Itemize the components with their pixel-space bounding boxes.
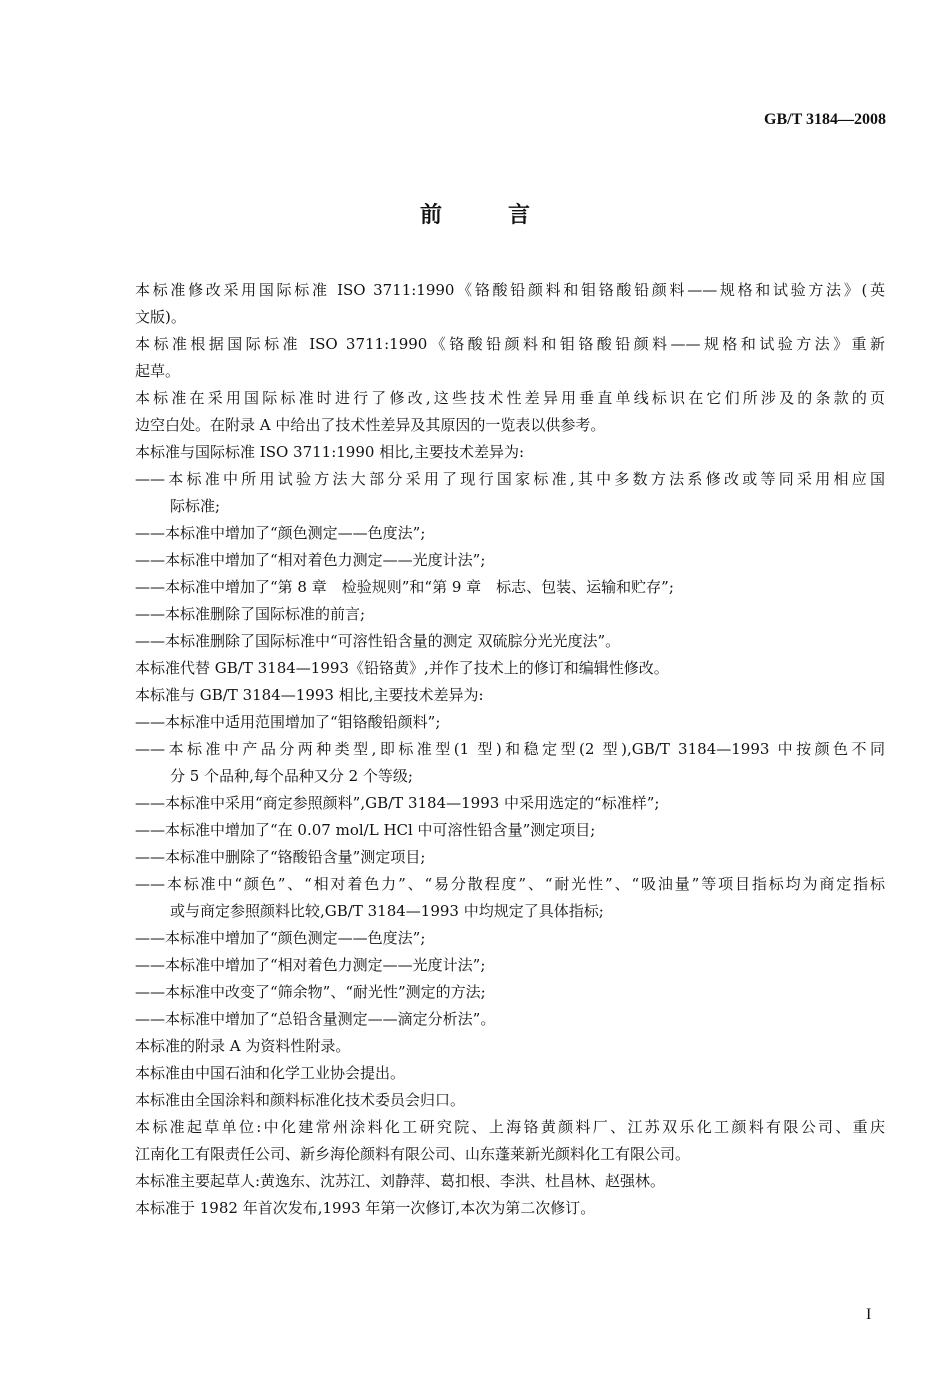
text-line: 本标准与国际标准 ISO 3711:1990 相比,主要技术差异为: — [135, 443, 525, 461]
text-line: ——本标准删除了国际标准的前言; — [135, 605, 366, 623]
page-title: 前 言 — [419, 202, 552, 228]
text-line: 文版)。 — [135, 308, 186, 326]
standard-number-header: GB/T 3184—2008 — [764, 111, 886, 128]
text-line: 本标准由中国石油和化学工业协会提出。 — [135, 1064, 406, 1082]
text-line: ——本标准中采用“商定参照颜料”,GB/T 3184—1993 中采用选定的“标准样”; — [135, 794, 660, 812]
text-line: 本标准在采用国际标准时进行了修改,这些技术性差异用垂直单线标识在它们所涉及的条款的页 — [135, 389, 885, 407]
text-line: 本标准代替 GB/T 3184—1993《铅铬黄》,并作了技术上的修订和编辑性修改。 — [135, 659, 669, 677]
text-line: 本标准修改采用国际标准 ISO 3711:1990《铬酸铅颜料和钼铬酸铅颜料——规格和试验方法》(英 — [135, 281, 885, 299]
text-line: ——本标准中增加了“总铅含量测定——滴定分析法”。 — [135, 1010, 496, 1028]
text-line: 分 5 个品种,每个品种又分 2 个等级; — [170, 767, 413, 785]
foreword-body — [135, 277, 885, 1222]
text-line: ——本标准中增加了“颜色测定——色度法”; — [135, 524, 426, 542]
text-line: 或与商定参照颜料比较,GB/T 3184—1993 中均规定了具体指标; — [170, 902, 604, 920]
text-line: 江南化工有限责任公司、新乡海伦颜料有限公司、山东蓬莱新光颜料化工有限公司。 — [135, 1145, 691, 1163]
text-line: ——本标准中增加了“相对着色力测定——光度计法”; — [135, 551, 486, 569]
text-line: 本标准与 GB/T 3184—1993 相比,主要技术差异为: — [135, 686, 484, 704]
text-line: ——本标准删除了国际标准中“可溶性铅含量的测定 双硫腙分光光度法”。 — [135, 632, 621, 650]
page-number: I — [866, 1306, 872, 1323]
text-line: ——本标准中增加了“颜色测定——色度法”; — [135, 929, 426, 947]
text-line: 本标准的附录 A 为资料性附录。 — [135, 1037, 351, 1055]
text-line: ——本标准中增加了“在 0.07 mol/L HCl 中可溶性铅含量”测定项目; — [135, 821, 596, 839]
text-line: ——本标准中适用范围增加了“钼铬酸铅颜料”; — [135, 713, 441, 731]
text-line: ——本标准中删除了“铬酸铅含量”测定项目; — [135, 848, 426, 866]
text-line: 本标准于 1982 年首次发布,1993 年第一次修订,本次为第二次修订。 — [135, 1199, 596, 1217]
text-line: 际标准; — [170, 497, 221, 515]
text-line: ——本标准中所用试验方法大部分采用了现行国家标准,其中多数方法系修改或等同采用相应国 — [135, 470, 885, 488]
text-line: ——本标准中“颜色”、“相对着色力”、“易分散程度”、“耐光性”、“吸油量”等项目指标均为商定指标 — [135, 875, 885, 893]
text-line: 本标准起草单位:中化建常州涂料化工研究院、上海铬黄颜料厂、江苏双乐化工颜料有限公司、重庆 — [135, 1118, 885, 1136]
text-line: ——本标准中改变了“筛余物”、“耐光性”测定的方法; — [135, 983, 486, 1001]
text-line: ——本标准中增加了“第 8 章 检验规则”和“第 9 章 标志、包装、运输和贮存”; — [135, 578, 674, 596]
text-line: 起草。 — [135, 362, 181, 380]
text-line: 本标准主要起草人:黄逸东、沈苏江、刘静萍、葛扣根、李洪、杜昌林、赵强林。 — [135, 1172, 666, 1190]
text-line: ——本标准中增加了“相对着色力测定——光度计法”; — [135, 956, 486, 974]
text-line: 边空白处。在附录 A 中给出了技术性差异及其原因的一览表以供参考。 — [135, 416, 606, 434]
text-line: 本标准根据国际标准 ISO 3711:1990《铬酸铅颜料和钼铬酸铅颜料——规格和试验方法》重新 — [135, 335, 885, 353]
text-line: ——本标准中产品分两种类型,即标准型(1 型)和稳定型(2 型),GB/T 3184—1993 中按颜色不同 — [135, 740, 885, 758]
text-line: 本标准由全国涂料和颜料标准化技术委员会归口。 — [135, 1091, 466, 1109]
